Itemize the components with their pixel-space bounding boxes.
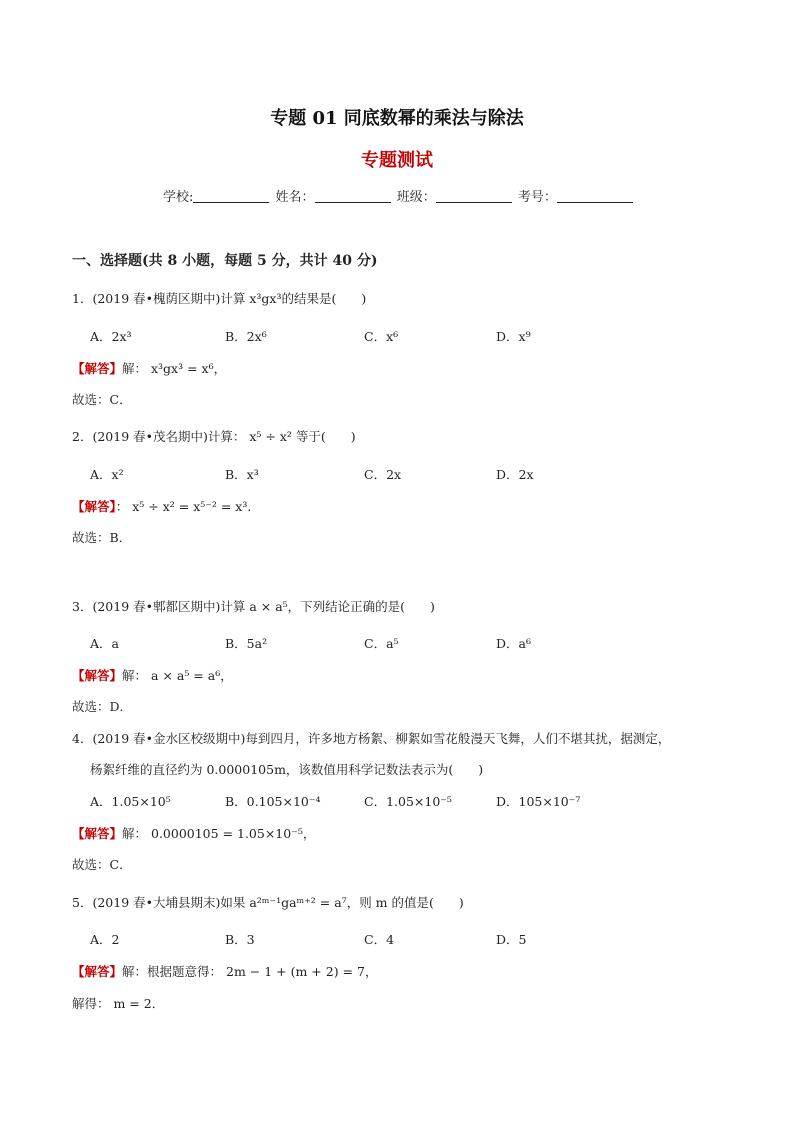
student-info-row xyxy=(163,186,635,205)
question-2-answer xyxy=(72,497,260,515)
answer-text: 解： 0.0000105 = 1.05×10⁻⁵， xyxy=(122,826,316,841)
question-1-choice: 故选：C． xyxy=(72,392,132,407)
question-1-option-b: B．2x⁶ xyxy=(225,329,267,344)
question-1-answer xyxy=(72,359,226,377)
answer-text: 解：根据题意得： 2m − 1 + (m + 2) = 7， xyxy=(122,964,378,979)
answer-text: ： x⁵ ÷ x² = x⁵⁻² = x³． xyxy=(115,499,260,514)
page-subtitle: 专题测试 xyxy=(361,150,433,171)
answer-tag: 【解答】 xyxy=(72,499,116,514)
class-blank[interactable] xyxy=(436,202,512,203)
question-4-stem: 4．(2019 春•金水区校级期中)每到四月，许多地方杨絮、柳絮如雪花般漫天飞舞，人们不堪其扰，据测定， xyxy=(72,731,671,746)
school-blank[interactable] xyxy=(193,202,269,203)
class-label: 班级： xyxy=(396,190,436,205)
question-5-choice: 解得： m = 2． xyxy=(72,996,165,1011)
question-3-option-d: D．a⁶ xyxy=(496,636,531,651)
question-4-stem-line2: 杨絮纤维的直径约为 0.0000105m，该数值用科学记数法表示为( ) xyxy=(90,762,484,777)
school-label: 学校: xyxy=(163,190,194,205)
answer-tag: 【解答】 xyxy=(72,361,123,376)
question-5-option-d: D．5 xyxy=(496,932,527,947)
answer-text: 解： a × a⁵ = a⁶， xyxy=(122,668,233,683)
question-1-stem: 1．(2019 春•槐荫区期中)计算 x³gx³的结果是( ) xyxy=(72,291,367,306)
answer-tag: 【解答】 xyxy=(72,668,123,683)
question-1-option-d: D．x⁹ xyxy=(496,329,531,344)
question-2-option-a: A．x² xyxy=(90,467,124,482)
answer-tag: 【解答】 xyxy=(72,826,123,841)
question-4-option-d: D．105×10⁻⁷ xyxy=(496,794,581,809)
question-3-option-a: A．a xyxy=(90,636,119,651)
answer-text: 解： x³gx³ = x⁶， xyxy=(122,361,227,376)
question-5-option-b: B．3 xyxy=(225,932,255,947)
question-4-option-b: B．0.105×10⁻⁴ xyxy=(225,794,321,809)
exam-blank[interactable] xyxy=(557,202,633,203)
question-3-answer xyxy=(72,666,233,684)
question-2-option-c: C．2x xyxy=(364,467,402,482)
section-heading: 一、选择题(共 8 小题，每题 5 分，共计 40 分) xyxy=(72,253,378,269)
exam-label: 考号： xyxy=(517,190,557,205)
question-2-choice: 故选：B． xyxy=(72,530,132,545)
name-label: 姓名： xyxy=(275,190,315,205)
answer-tag: 【解答】 xyxy=(72,964,123,979)
question-2-option-b: B．x³ xyxy=(225,467,259,482)
question-2-stem: 2．(2019 春•茂名期中)计算： x⁵ ÷ x² 等于( ) xyxy=(72,429,356,444)
question-5-stem: 5．(2019 春•大埔县期末)如果 a²ᵐ⁻¹gaᵐ⁺² = a⁷，则 m 的值是( ) xyxy=(72,895,464,910)
question-5-option-c: C．4 xyxy=(364,932,395,947)
question-4-option-c: C．1.05×10⁻⁵ xyxy=(364,794,452,809)
question-3-stem: 3．(2019 春•郫都区期中)计算 a × a⁵，下列结论正确的是( ) xyxy=(72,599,435,614)
question-3-choice: 故选：D． xyxy=(72,699,133,714)
question-3-option-b: B．5a² xyxy=(225,636,268,651)
name-blank[interactable] xyxy=(315,202,391,203)
question-3-option-c: C．a⁵ xyxy=(364,636,399,651)
question-4-option-a: A．1.05×10⁵ xyxy=(90,794,171,809)
question-2-option-d: D．2x xyxy=(496,467,534,482)
question-1-option-c: C．x⁶ xyxy=(364,329,399,344)
question-4-choice: 故选：C． xyxy=(72,857,132,872)
question-5-answer xyxy=(72,962,377,980)
page-title: 专题 01 同底数幂的乘法与除法 xyxy=(270,108,524,129)
question-5-option-a: A．2 xyxy=(90,932,120,947)
question-1-option-a: A．2x³ xyxy=(90,329,132,344)
question-4-answer xyxy=(72,824,315,842)
